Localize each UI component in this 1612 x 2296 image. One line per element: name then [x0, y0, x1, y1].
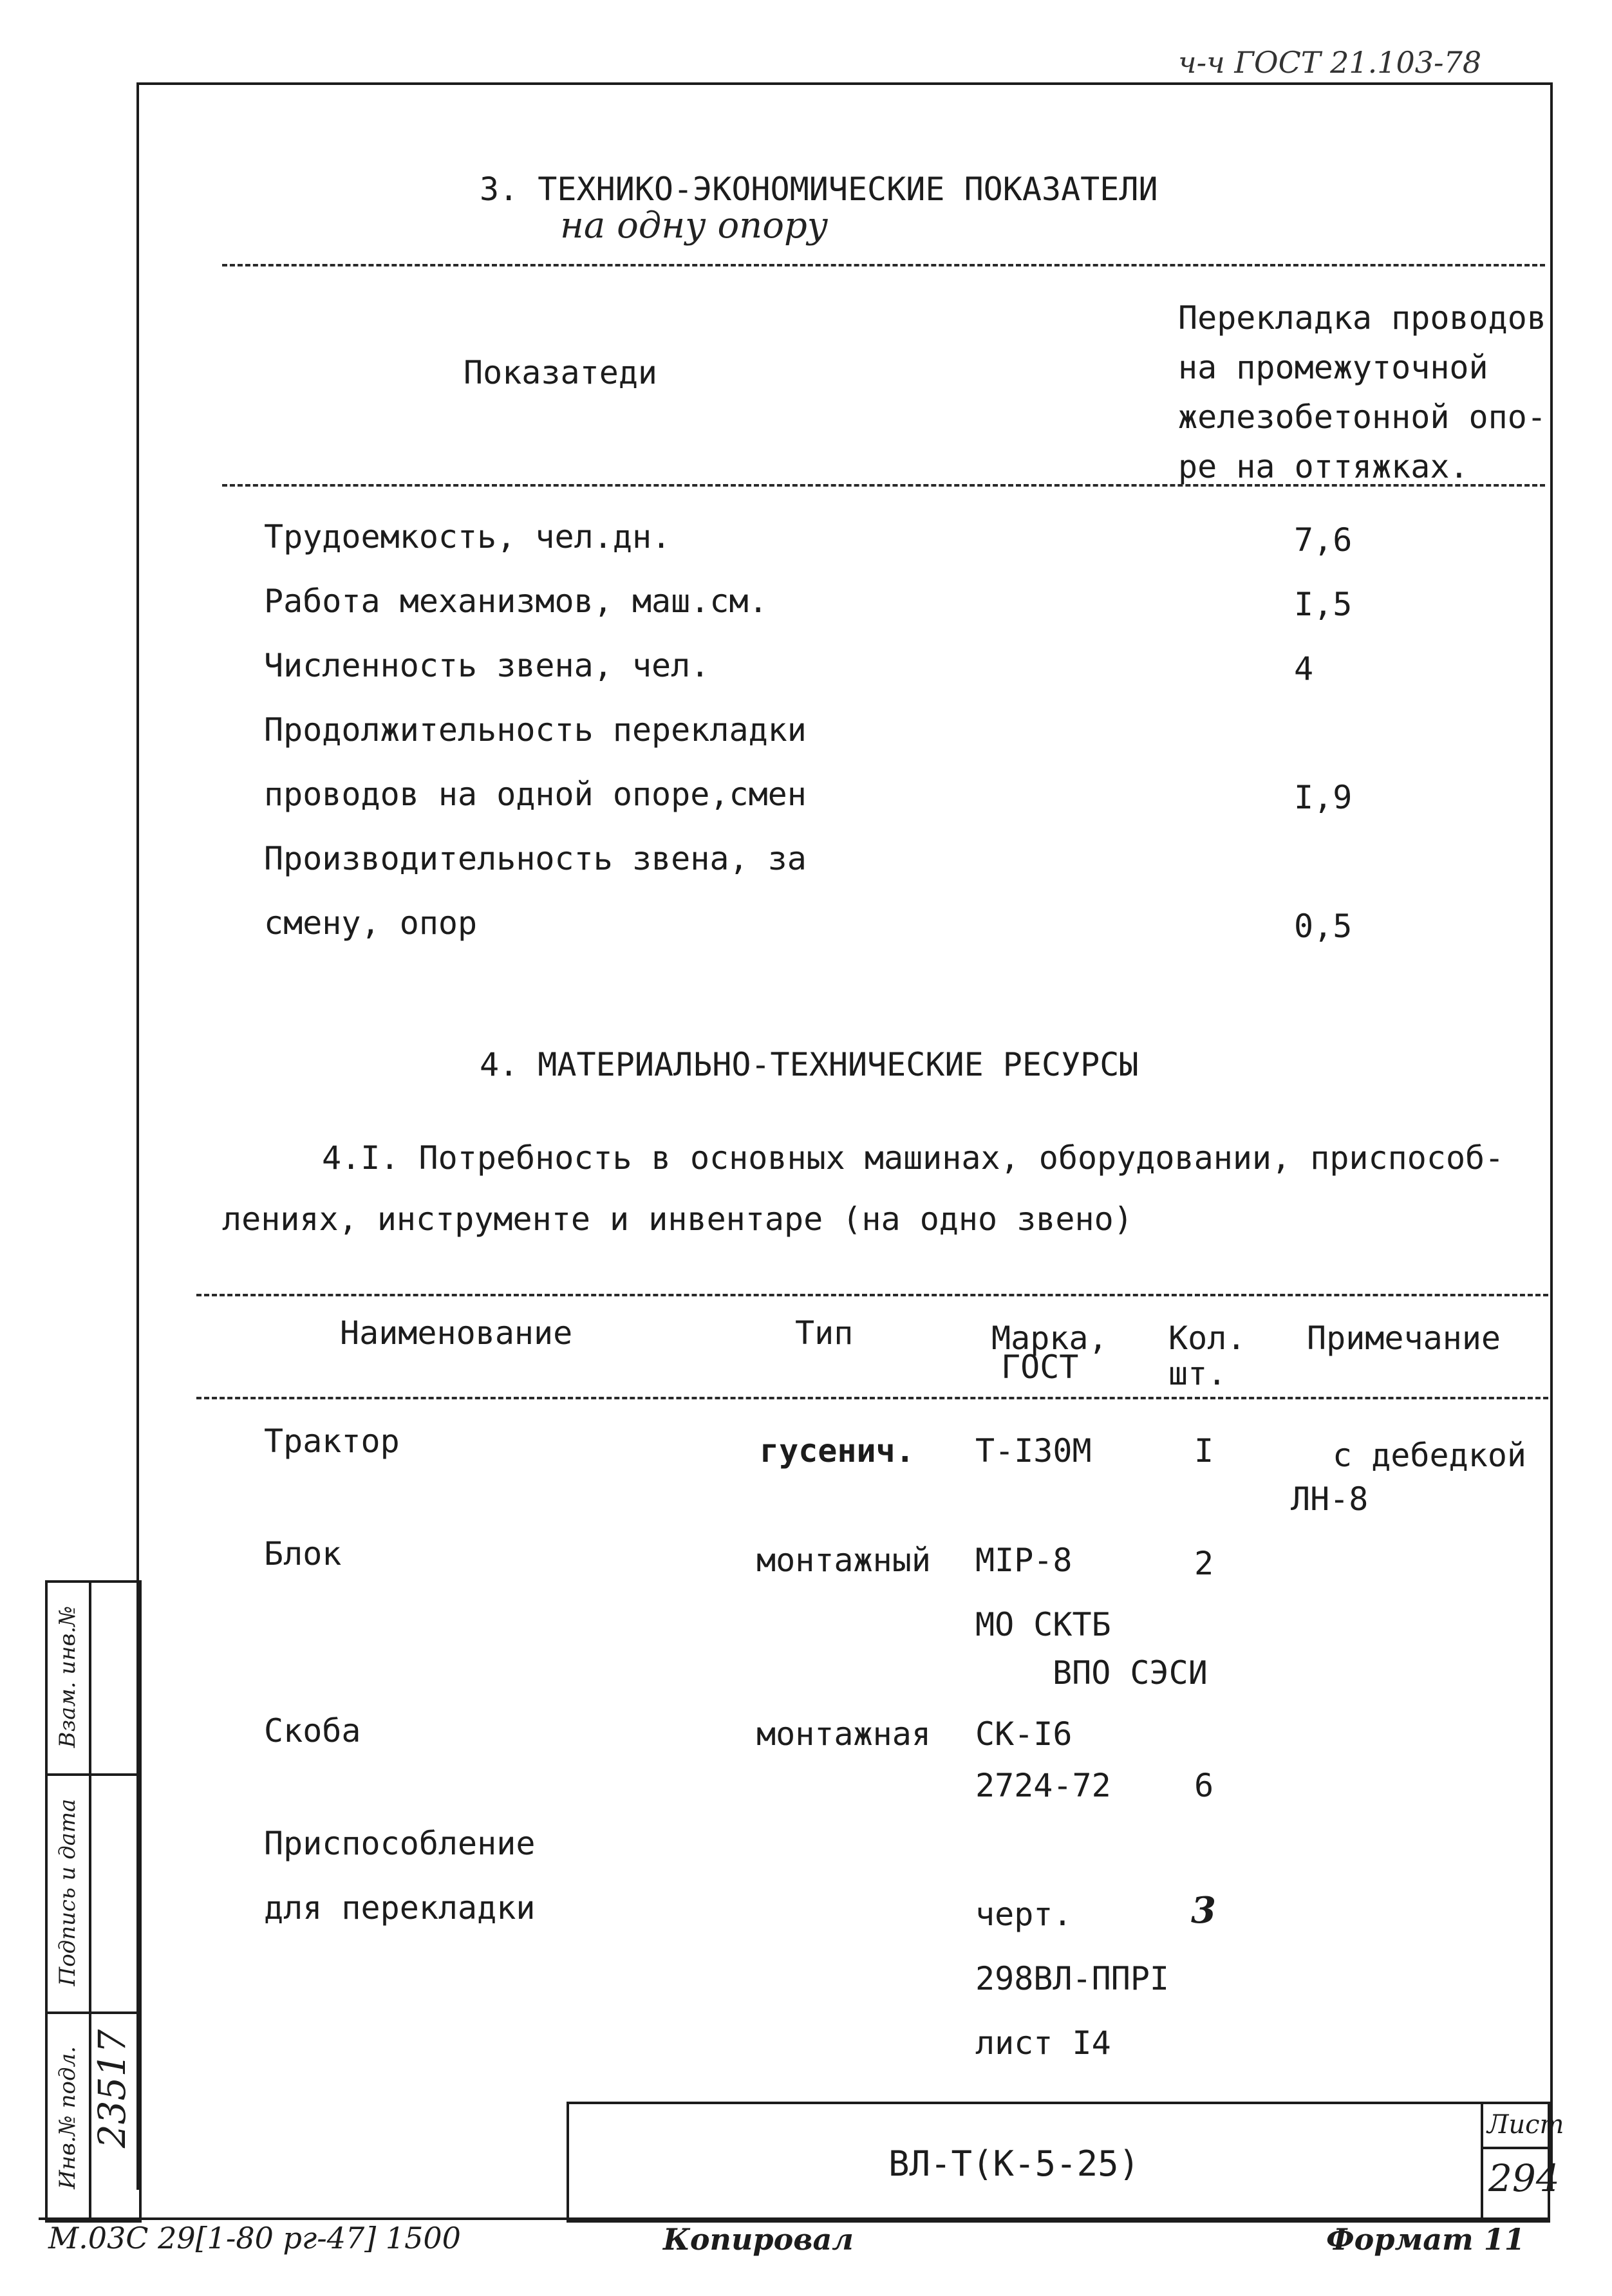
table2-row-qty: I [1194, 1432, 1214, 1470]
stamp-code: ВЛ-Т(К-5-25) [888, 2143, 1140, 2184]
table2-header-qty-1: Кол. [1168, 1320, 1246, 1357]
stamp-sheet-number: 294 [1488, 2156, 1560, 2200]
section3-heading: 3. ТЕХНИКО-ЭКОНОМИЧЕСКИЕ ПОКАЗАТЕЛИ [480, 171, 1158, 208]
table1-col-value-3: железобетонной опо- [1178, 398, 1546, 436]
table2-header-note: Примечание [1307, 1320, 1501, 1357]
left-strip-rule [45, 1773, 139, 1776]
table1-col-value-2: на промежуточной [1178, 349, 1488, 386]
table1-col-indicators: Показатеди [464, 354, 658, 391]
table1-row-label: Производительность звена, за [264, 840, 807, 877]
table2-row-mark: лист I4 [975, 2024, 1111, 2062]
stamp-sheet-divider [1481, 2147, 1548, 2149]
table2-header-name: Наименование [340, 1314, 573, 1352]
table2-header-type: Тип [795, 1314, 854, 1352]
table1-row-label: Численность звена, чел. [264, 647, 710, 684]
table2-row-mark: Т-I30М [975, 1432, 1092, 1470]
table2-row-qty: 6 [1194, 1767, 1214, 1804]
inv-number-label: Инв.№ подл. [55, 2046, 80, 2189]
table2-row-note: ЛН-8 [1291, 1480, 1369, 1518]
section4-paragraph-line2: лениях, инструменте и инвентаре (на одно звено) [222, 1200, 1133, 1238]
table1-row-label: Трудоемкость, чел.дн. [264, 518, 671, 555]
table2-row-mark: 298ВЛ-ППРI [975, 1960, 1170, 1997]
table1-row-label: смену, опор [264, 904, 478, 942]
table1-col-value-4: ре на оттяжках. [1178, 448, 1469, 485]
table1-col-value-1: Перекладка проводов [1178, 299, 1546, 337]
stamp-divider [1481, 2102, 1483, 2220]
table2-header-mark-1: Марка, [991, 1320, 1108, 1357]
table1-row-value: I,5 [1294, 586, 1353, 623]
bottom-rule [39, 2217, 1548, 2220]
inv-number-value: 23517 [90, 2029, 134, 2149]
table2-row-type: монтажный [756, 1542, 931, 1579]
table1-row-value: 7,6 [1294, 521, 1353, 559]
table2-row-mark: МО СКТБ [975, 1606, 1111, 1643]
document-code: ч-ч ГОСТ 21.103-78 [1178, 45, 1482, 80]
table2-header-qty-2: шт. [1168, 1355, 1227, 1392]
replace-inv-label: Взам. инв.№ [55, 1605, 80, 1748]
table1-header-rule [222, 484, 1545, 487]
table1-row-value: 4 [1294, 650, 1314, 687]
table1-row-label: проводов на одной опоре,смен [264, 776, 807, 813]
table2-row-mark: МIР-8 [975, 1542, 1073, 1579]
section4-paragraph-line1: 4.I. Потребность в основных машинах, оборудовании, приспособ- [322, 1139, 1504, 1177]
format-label: Формат 11 [1326, 2222, 1525, 2257]
table1-row-label: Работа механизмов, маш.см. [264, 583, 768, 620]
table2-row-name: для перекладки [264, 1889, 536, 1927]
table1-row-value: 0,5 [1294, 908, 1353, 945]
table2-row-type: гусенич. [760, 1432, 915, 1470]
table2-row-name: Трактор [264, 1423, 400, 1460]
table2-row-qty: 2 [1194, 1545, 1214, 1582]
table2-top-rule [196, 1294, 1548, 1296]
table1-row-value: I,9 [1294, 779, 1353, 816]
table2-row-name: Блок [264, 1535, 342, 1573]
table2-row-mark: 2724-72 [975, 1767, 1111, 1804]
section4-heading: 4. МАТЕРИАЛЬНО-ТЕХНИЧЕСКИЕ РЕСУРСЫ [480, 1046, 1139, 1083]
table2-row-name: Приспособление [264, 1825, 536, 1862]
table2-row-mark: черт. [975, 1896, 1073, 1933]
table2-row-name: Скоба [264, 1712, 361, 1750]
section3-handwritten-note: на одну опору [560, 205, 829, 247]
signature-date-label: Подпись и дата [55, 1798, 80, 1986]
copied-by-label: Копировал [663, 2222, 854, 2257]
table1-row-label: Продолжительность перекладки [264, 711, 807, 749]
table2-header-rule [196, 1397, 1548, 1399]
table2-row-qty: 3 [1191, 1889, 1216, 1932]
table2-row-mark: ВПО СЭСИ [1053, 1654, 1208, 1692]
table1-top-rule [222, 264, 1545, 266]
bottom-left-note: М.03С 29[1-80 рг-47] 1500 [48, 2221, 461, 2255]
table2-row-type: монтажная [756, 1715, 931, 1753]
stamp-sheet-label: Лист [1487, 2110, 1564, 2140]
table2-row-mark: СК-I6 [975, 1715, 1073, 1753]
table2-row-note: с дебедкой [1333, 1437, 1527, 1474]
table2-header-mark-2: ГОСТ [1001, 1349, 1079, 1386]
